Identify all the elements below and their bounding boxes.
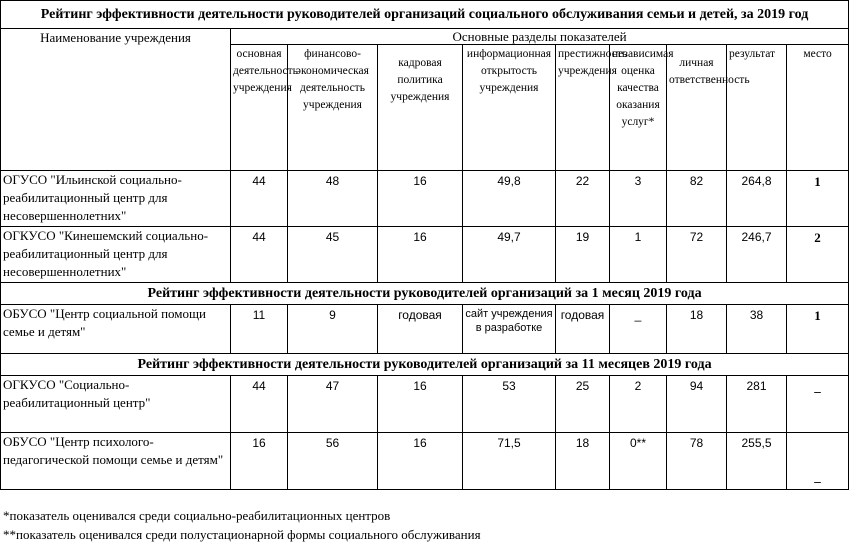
value-personnel: годовая bbox=[378, 305, 463, 354]
value-finance: 48 bbox=[288, 171, 378, 227]
institution-name: ОБУСО "Центр социальной помощи семье и детям" bbox=[1, 305, 231, 354]
table-row bbox=[1, 433, 849, 490]
value-responsibility: 72 bbox=[667, 227, 727, 283]
value-result: 38 bbox=[727, 305, 787, 354]
value-place: 1 bbox=[787, 171, 849, 227]
footnote: *показатель оценивался среди социально-реабилитационных центров bbox=[3, 508, 391, 523]
value-prestige: 22 bbox=[556, 171, 610, 227]
value-personnel: 16 bbox=[378, 227, 463, 283]
value-personnel: 16 bbox=[378, 171, 463, 227]
value-independent-assessment: _ bbox=[610, 305, 667, 354]
institution-name: ОГКУСО "Социально-реабилитационный центр" bbox=[1, 376, 231, 433]
institution-name: ОГУСО "Ильинской социально-реабилитационный центр для несовершеннолетних" bbox=[1, 171, 231, 227]
column-header-place: место bbox=[787, 45, 849, 171]
table-row bbox=[1, 227, 849, 283]
value-place: _ bbox=[787, 376, 849, 433]
value-responsibility: 82 bbox=[667, 171, 727, 227]
value-independent-assessment: 2 bbox=[610, 376, 667, 433]
column-group-header: Основные разделы показателей bbox=[231, 29, 849, 45]
value-finance: 45 bbox=[288, 227, 378, 283]
value-place: _ bbox=[787, 433, 849, 490]
value-result: 281 bbox=[727, 376, 787, 433]
section-heading: Рейтинг эффективности деятельности руководителей организаций за 1 месяц 2019 года bbox=[1, 283, 849, 305]
institution-name: ОБУСО "Центр психолого-педагогической помощи семье и детям" bbox=[1, 433, 231, 490]
column-header-name: Наименование учреждения bbox=[1, 29, 231, 171]
value-main-activity: 44 bbox=[231, 171, 288, 227]
value-prestige: годовая bbox=[556, 305, 610, 354]
table-row bbox=[1, 305, 849, 354]
column-header-responsibility: личная ответственность bbox=[667, 45, 727, 171]
value-prestige: 18 bbox=[556, 433, 610, 490]
value-responsibility: 78 bbox=[667, 433, 727, 490]
value-personnel: 16 bbox=[378, 376, 463, 433]
table-row bbox=[1, 376, 849, 433]
column-header-finance: финансово-экономическая деятельность учреждения bbox=[288, 45, 378, 171]
column-header-independent-assessment: независимая оценка качества оказания услуг* bbox=[610, 45, 667, 171]
value-responsibility: 94 bbox=[667, 376, 727, 433]
value-result: 246,7 bbox=[727, 227, 787, 283]
institution-name: ОГКУСО "Кинешемский социально-реабилитационный центр для несовершеннолетних" bbox=[1, 227, 231, 283]
value-openness: 71,5 bbox=[463, 433, 556, 490]
value-finance: 9 bbox=[288, 305, 378, 354]
footnote: **показатель оценивался среди полустационарной формы социального обслуживания bbox=[3, 527, 481, 542]
value-independent-assessment: 1 bbox=[610, 227, 667, 283]
value-openness: 49,8 bbox=[463, 171, 556, 227]
value-responsibility: 18 bbox=[667, 305, 727, 354]
value-main-activity: 44 bbox=[231, 227, 288, 283]
value-independent-assessment: 0** bbox=[610, 433, 667, 490]
footnotes bbox=[3, 506, 481, 544]
value-personnel: 16 bbox=[378, 433, 463, 490]
value-place: 1 bbox=[787, 305, 849, 354]
value-independent-assessment: 3 bbox=[610, 171, 667, 227]
value-result: 264,8 bbox=[727, 171, 787, 227]
value-prestige: 19 bbox=[556, 227, 610, 283]
table-title: Рейтинг эффективности деятельности руководителей организаций социального обслуживания семьи и детей, за 2019 год bbox=[1, 1, 849, 29]
value-openness: 49,7 bbox=[463, 227, 556, 283]
value-openness: 53 bbox=[463, 376, 556, 433]
value-finance: 47 bbox=[288, 376, 378, 433]
value-main-activity: 44 bbox=[231, 376, 288, 433]
value-place: 2 bbox=[787, 227, 849, 283]
value-main-activity: 16 bbox=[231, 433, 288, 490]
value-result: 255,5 bbox=[727, 433, 787, 490]
value-main-activity: 11 bbox=[231, 305, 288, 354]
table-row bbox=[1, 171, 849, 227]
column-header-openness: информационная открытость учреждения bbox=[463, 45, 556, 171]
column-header-result: результат bbox=[727, 45, 787, 171]
column-header-personnel: кадровая политика учреждения bbox=[378, 45, 463, 171]
column-header-main-activity: основная деятельность учреждения bbox=[231, 45, 288, 171]
value-prestige: 25 bbox=[556, 376, 610, 433]
value-openness: сайт учреждения в разработке bbox=[463, 305, 556, 354]
section-heading: Рейтинг эффективности деятельности руководителей организаций за 11 месяцев 2019 года bbox=[1, 354, 849, 376]
column-header-prestige: престижность учреждения bbox=[556, 45, 610, 171]
value-finance: 56 bbox=[288, 433, 378, 490]
